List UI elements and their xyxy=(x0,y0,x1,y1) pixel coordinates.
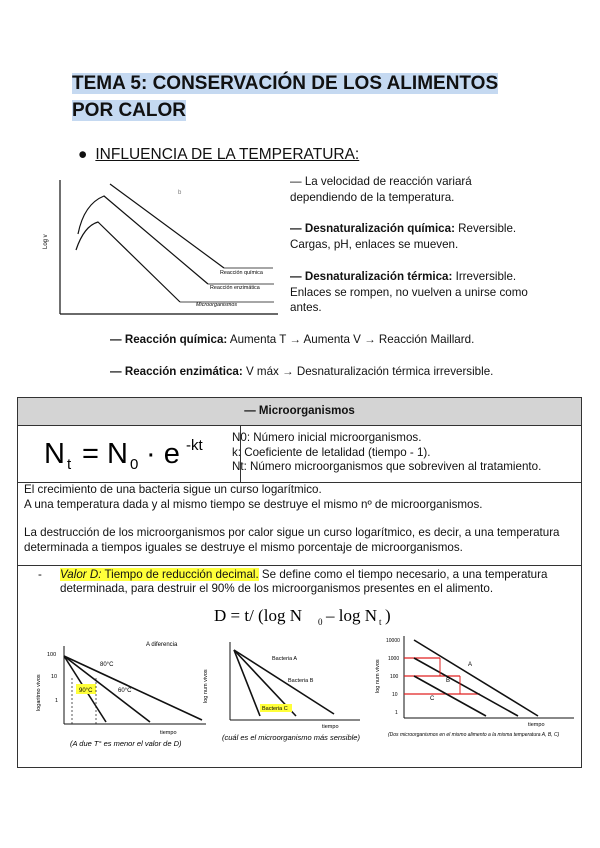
g3-x-label: tiempo xyxy=(528,722,545,728)
svg-text:): ) xyxy=(385,606,391,625)
curve-label-chemical: Reacción química xyxy=(220,270,263,276)
temperature-graph xyxy=(38,176,282,318)
dt-text: Irreversible. Enlaces se rompen, no vuelven a unirse como antes. xyxy=(290,270,528,314)
dt-term: — Desnaturalización térmica: xyxy=(290,270,453,283)
g2-label-b: Bacteria B xyxy=(288,678,314,684)
graph-dvalue-temperature xyxy=(30,632,210,752)
svg-text:– log N: – log N xyxy=(326,606,377,625)
svg-text:N: N xyxy=(44,438,65,470)
chem-text: Aumenta T → Aumenta V → Reacción Maillard. xyxy=(227,333,475,346)
g3-label-c: C xyxy=(430,696,435,702)
reaction-chemical xyxy=(110,333,474,346)
def-nt: Nt: Número microorganismos que sobreviven al tratamiento. xyxy=(232,460,542,473)
growth-text xyxy=(24,483,575,555)
svg-text:t: t xyxy=(67,456,72,473)
curve-label-microorganisms: Microorganismos xyxy=(196,302,238,308)
g3-tick-1: 1 xyxy=(395,710,398,716)
g3-y-label: log num vivos xyxy=(375,659,381,693)
g2-y-label: log num vivos xyxy=(203,669,209,703)
row-divider xyxy=(18,565,581,566)
g3-label-b: B xyxy=(446,678,451,684)
g2-x-label: tiempo xyxy=(322,724,339,730)
g3-tick-100: 100 xyxy=(390,674,399,680)
g2-caption: (cuál es el microorganismo más sensible) xyxy=(222,733,360,742)
title-text: TEMA 5: CONSERVACIÓN DE LOS ALIMENTOS POR CALOR xyxy=(72,73,499,121)
note-chemical-denaturation xyxy=(290,221,540,252)
reaction-enzymatic xyxy=(110,365,493,378)
chem-term: — Reacción química: xyxy=(110,333,228,346)
svg-text:· e: · e xyxy=(146,438,180,470)
g3-tick-1000: 1000 xyxy=(388,656,400,662)
graph-microorganisms-same-temperature xyxy=(368,630,578,744)
graph1-mark: b xyxy=(178,190,182,196)
svg-text:= N: = N xyxy=(82,438,128,470)
g2-label-c: Bacteria C xyxy=(262,706,288,712)
svg-text:t: t xyxy=(379,617,382,627)
note-thermal-denaturation xyxy=(290,269,540,316)
bullet-icon: ● xyxy=(78,146,88,163)
g3-tick-10: 10 xyxy=(392,692,398,698)
g1-tick-100: 100 xyxy=(47,652,57,658)
g3-label-a: A xyxy=(468,662,473,668)
growth-p1b: A una temperatura dada y al mismo tiempo se destruye el mismo nº de microorganismos. xyxy=(24,497,483,511)
formula-definitions xyxy=(232,431,541,475)
g1-label-90: 90°C xyxy=(79,688,93,694)
g3-caption: (Dos microorganismos en el mismo alimento a la misma temperatura A, B, C) xyxy=(388,732,560,738)
section-heading xyxy=(78,146,359,164)
dvalue-term: Valor D: xyxy=(60,568,102,581)
g1-label-60: 60°C xyxy=(118,688,132,694)
g3-tick-10000: 10000 xyxy=(386,638,400,644)
g1-label-diff: A diferencia xyxy=(146,642,178,648)
g1-y-label: logaritmo vivos xyxy=(36,674,42,711)
svg-text:D = t/ (log N: D = t/ (log N xyxy=(214,606,302,625)
table-header: — Microorganismos xyxy=(18,398,581,426)
dvalue-highlight xyxy=(60,568,259,581)
curve-label-enzymatic: Reacción enzimática xyxy=(210,285,260,291)
formula-row xyxy=(18,425,581,483)
curve-microorganisms xyxy=(76,222,180,302)
g1-label-80: 80°C xyxy=(100,662,114,668)
g1-tick-10: 10 xyxy=(51,674,58,680)
section-label: INFLUENCIA DE LA TEMPERATURA: xyxy=(95,146,360,163)
def-n0: N0: Número inicial microorganismos. xyxy=(232,431,422,444)
dvalue-text: Se define como el tiempo necesario, a una temperatura determinada, para destruir el 90% de los microorganismos presentes en el alimento. xyxy=(60,568,548,595)
g1-x-label: tiempo xyxy=(160,730,177,736)
formula-d xyxy=(212,602,392,628)
enz-text: V máx → Desnaturalización térmica irreversible. xyxy=(242,365,494,378)
enz-term: — Reacción enzimática: xyxy=(110,365,243,378)
formula-cell xyxy=(30,425,241,482)
curve-enzymatic xyxy=(78,196,208,284)
svg-text:0: 0 xyxy=(318,617,323,627)
svg-text:-kt: -kt xyxy=(186,437,203,454)
svg-text:0: 0 xyxy=(130,456,139,473)
page-title xyxy=(72,70,542,124)
dvalue-hl-text: Tiempo de reducción decimal. xyxy=(101,568,259,581)
destruction-p2: La destrucción de los microorganismos por calor sigue un curso logarítmico, es decir, a una temperatura determinada a tiempos iguales se destruye el mismo porcentaje de microorganismos. xyxy=(24,526,560,554)
graph1-y-label: Log v xyxy=(43,234,49,249)
note-velocity: — La velocidad de reacción variará dependiendo de la temperatura. xyxy=(290,175,472,204)
curve-chemical xyxy=(110,184,224,268)
dash-bullet: - xyxy=(38,568,42,581)
dq-text: Reversible. Cargas, pH, enlaces se mueven. xyxy=(290,222,517,251)
formula-nt xyxy=(30,425,230,482)
graph-bacteria-sensitivity xyxy=(196,636,376,746)
g1-tick-1: 1 xyxy=(55,698,59,704)
def-k: k: Coeficiente de letalidad (tiempo - 1). xyxy=(232,445,431,459)
dvalue-item xyxy=(38,568,571,596)
g2-label-a: Bacteria A xyxy=(272,656,298,662)
growth-p1a: El crecimiento de una bacteria sigue un curso logarítmico. xyxy=(24,483,322,496)
g1-caption: (A due T° es menor el valor de D) xyxy=(70,739,182,748)
dq-term: — Desnaturalización química: xyxy=(290,222,455,235)
